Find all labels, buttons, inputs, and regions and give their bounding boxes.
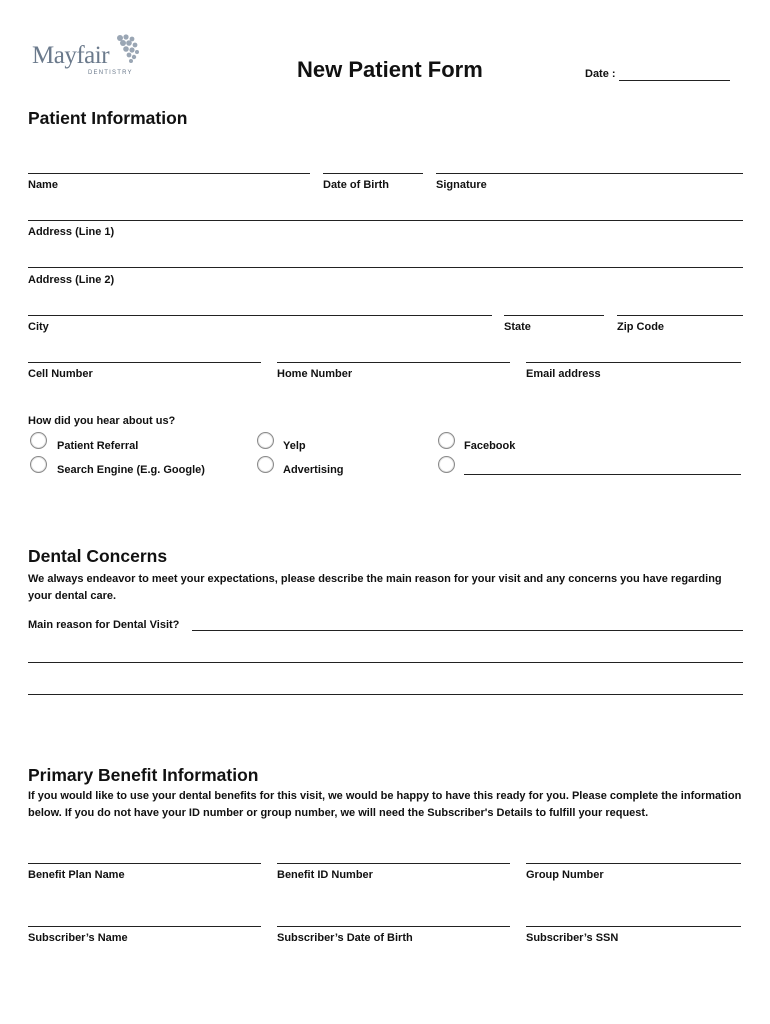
address2-field[interactable] xyxy=(28,267,743,268)
date-field[interactable] xyxy=(619,80,730,81)
plan-name-label: Benefit Plan Name xyxy=(28,869,125,881)
radio-other[interactable] xyxy=(438,456,455,473)
email-field[interactable] xyxy=(526,362,741,363)
radio-search-engine[interactable] xyxy=(30,456,47,473)
logo-wordmark: Mayfair xyxy=(32,42,110,69)
subscriber-name-label: Subscriber’s Name xyxy=(28,932,128,944)
option-label: Search Engine (E.g. Google) xyxy=(57,464,205,476)
radio-facebook[interactable] xyxy=(438,432,455,449)
address1-field[interactable] xyxy=(28,220,743,221)
subscriber-name-field[interactable] xyxy=(28,926,261,927)
mayfair-logo xyxy=(30,34,140,82)
dob-field[interactable] xyxy=(323,173,423,174)
section-title-dental: Dental Concerns xyxy=(28,546,168,566)
email-label: Email address xyxy=(526,368,601,380)
main-reason-field[interactable] xyxy=(192,630,743,631)
zip-field[interactable] xyxy=(617,315,743,316)
other-source-field[interactable] xyxy=(464,474,741,475)
name-field[interactable] xyxy=(28,173,310,174)
state-field[interactable] xyxy=(504,315,604,316)
reason-line-2[interactable] xyxy=(28,662,743,663)
city-field[interactable] xyxy=(28,315,492,316)
state-label: State xyxy=(504,321,531,333)
home-label: Home Number xyxy=(277,368,353,380)
id-number-label: Benefit ID Number xyxy=(277,869,373,881)
zip-label: Zip Code xyxy=(617,321,665,333)
cell-label: Cell Number xyxy=(28,368,93,380)
logo-mark-icon xyxy=(114,34,140,64)
group-number-label: Group Number xyxy=(526,869,604,881)
subscriber-ssn-label: Subscriber’s SSN xyxy=(526,932,619,944)
logo-subtitle: DENTISTRY xyxy=(88,70,133,76)
subscriber-dob-label: Subscriber’s Date of Birth xyxy=(277,932,413,944)
option-label: Yelp xyxy=(283,440,306,452)
group-number-field[interactable] xyxy=(526,863,741,864)
radio-yelp[interactable] xyxy=(257,432,274,449)
main-reason-label: Main reason for Dental Visit? xyxy=(28,619,180,631)
home-field[interactable] xyxy=(277,362,510,363)
benefits-description: If you would like to use your dental benefits for this visit, we would be happy to have this ready for you. Please complete the information below. If you do not have your ID number or group number, we will need the Subscriber's Details to fulfill your request. xyxy=(28,790,742,819)
radio-advertising[interactable] xyxy=(257,456,274,473)
dob-label: Date of Birth xyxy=(323,179,389,191)
option-label: Advertising xyxy=(283,464,344,476)
plan-name-field[interactable] xyxy=(28,863,261,864)
date-label: Date : xyxy=(585,68,616,80)
name-label: Name xyxy=(28,179,58,191)
section-title-patient-info: Patient Information xyxy=(28,108,188,128)
subscriber-ssn-field[interactable] xyxy=(526,926,741,927)
signature-field[interactable] xyxy=(436,173,743,174)
address1-label: Address (Line 1) xyxy=(28,226,115,238)
page-title: New Patient Form xyxy=(297,57,483,82)
city-label: City xyxy=(28,321,49,333)
signature-label: Signature xyxy=(436,179,487,191)
id-number-field[interactable] xyxy=(277,863,510,864)
address2-label: Address (Line 2) xyxy=(28,274,115,286)
radio-patient-referral[interactable] xyxy=(30,432,47,449)
option-label: Patient Referral xyxy=(57,440,139,452)
subscriber-dob-field[interactable] xyxy=(277,926,510,927)
section-title-benefits: Primary Benefit Information xyxy=(28,765,259,785)
dental-description: We always endeavor to meet your expectations, please describe the main reason for your visit and any concerns you have regarding your dental care. xyxy=(28,573,722,602)
option-label: Facebook xyxy=(464,440,516,452)
hear-question: How did you hear about us? xyxy=(28,415,176,427)
reason-line-3[interactable] xyxy=(28,694,743,695)
cell-field[interactable] xyxy=(28,362,261,363)
